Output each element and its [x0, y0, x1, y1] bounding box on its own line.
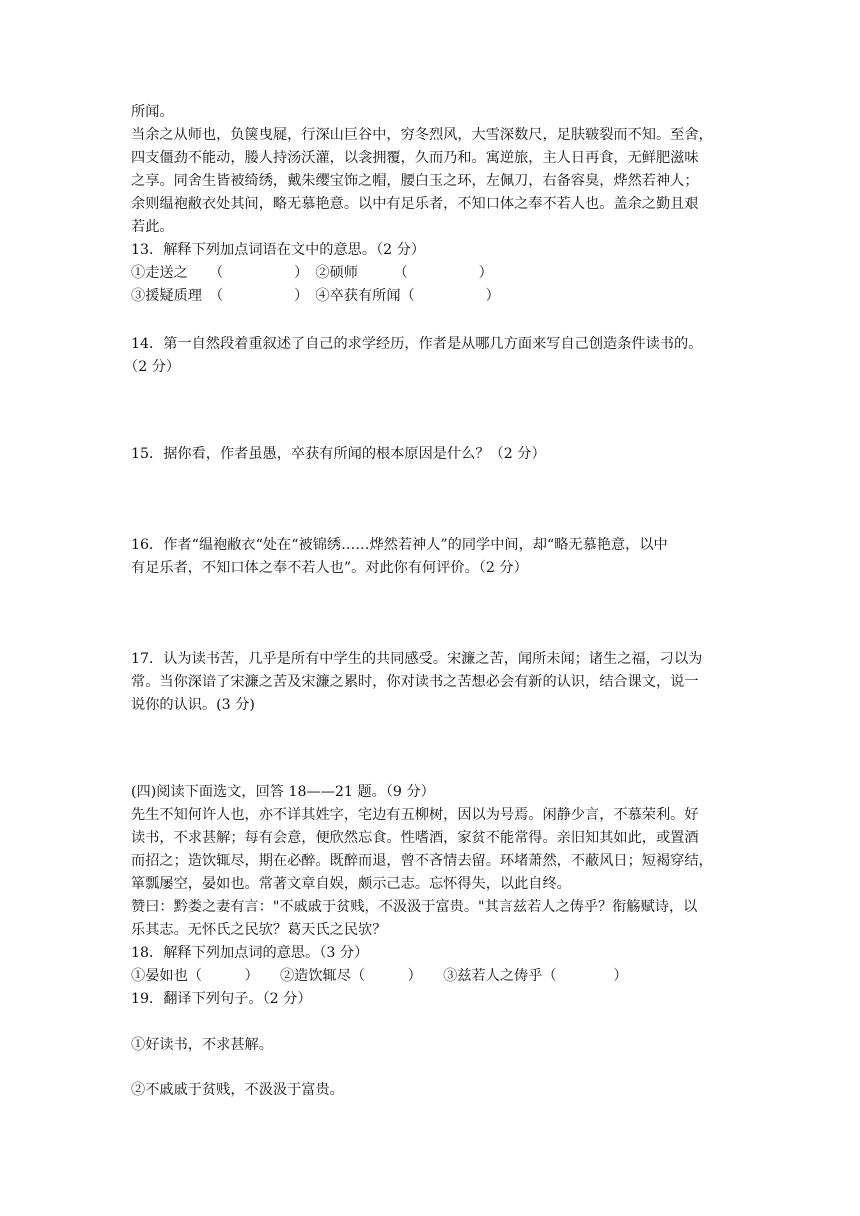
section-4-heading: (四)阅读下面选文，回答 18——21 题。（9 分） [131, 784, 435, 800]
passage-line: 而招之；造饮辄尽，期在必醉。既醉而退，曾不吝情去留。环堵萧然，不蔽风日；短褐穿结， [131, 853, 713, 869]
passage-line: 四支僵劲不能动，媵人持汤沃灌，以衾拥覆，久而乃和。寓逆旅，主人日再食，无鲜肥滋味 [131, 150, 699, 166]
question-13-row: ③援疑质理 （ ） ④卒获有所闻（ ） [131, 288, 500, 304]
question-14-line: （2 分） [124, 359, 181, 375]
question-13-row: ①走送之 （ ） ②硕师 （ ） [131, 265, 493, 281]
question-14-line: 14．第一自然段着重叙述了自己的求学经历，作者是从哪几方面来写自己创造条件读书的。 [131, 336, 703, 352]
question-16-line: 16．作者“缊袍敝衣“处在“被锦绣……烨然若神人”的同学中间，却“略无慕艳意，以中 [131, 537, 668, 553]
passage-line: 所闻。 [131, 104, 174, 120]
question-17-line: 说你的认识。(3 分) [131, 697, 255, 713]
passage-line: 箪瓢屡空，晏如也。常著文章自娱，颇示己志。忘怀得失，以此自终。 [131, 876, 571, 892]
question-15-line: 15．据你看，作者虽愚，卒获有所闻的根本原因是什么？（2 分） [131, 446, 546, 462]
passage-line: 余则缊袍敝衣处其间，略无慕艳意。以中有足乐者，不知口体之奉不若人也。盖余之勤且艰 [131, 196, 699, 212]
question-17-line: 常。当你深谙了宋濂之苦及宋濂之累时，你对读书之苦想必会有新的认识，结合课文，说一 [131, 674, 699, 690]
passage-line: 若此。 [131, 219, 174, 235]
passage-line: 之享。同舍生皆被绮绣，戴朱缨宝饰之帽，腰白玉之环，左佩刀，右备容臭，烨然若神人； [131, 173, 699, 189]
question-18-stem: 18．解释下列加点词的意思。（3 分） [131, 945, 369, 961]
passage-line: 当余之从师也，负箧曳屣，行深山巨谷中，穷冬烈风，大雪深数尺，足肤皲裂而不知。至舍， [131, 127, 713, 143]
passage-line: 乐其志。无怀氏之民欤？葛天氏之民欤？ [131, 922, 387, 938]
question-18-row: ①晏如也（ ） ②造饮辄尽（ ） ③兹若人之俦乎（ ） [131, 968, 628, 984]
question-19-item: ①好读书，不求甚解。 [131, 1037, 273, 1053]
passage-line: 读书，不求甚解；每有会意，便欣然忘食。性嗜酒，家贫不能常得。亲旧知其如此，或置酒 [131, 830, 699, 846]
question-19-stem: 19．翻译下列句子。（2 分） [131, 991, 312, 1007]
passage-line: 先生不知何许人也，亦不详其姓字，宅边有五柳树，因以为号焉。闲静少言，不慕荣利。好 [131, 807, 699, 823]
question-13-stem: 13．解释下列加点词语在文中的意思。（2 分） [131, 242, 426, 258]
passage-line: 赞曰：黔娄之妻有言："不戚戚于贫贱，不汲汲于富贵。"其言兹若人之俦乎？衔觞赋诗，以 [131, 899, 698, 915]
question-16-line: 有足乐者，不知口体之奉不若人也”。对此你有何评价。（2 分） [131, 560, 528, 576]
question-17-line: 17．认为读书苦，几乎是所有中学生的共同感受。宋濂之苦，闻所未闻；诸生之福，刁以为 [131, 651, 703, 667]
question-19-item: ②不戚戚于贫贱，不汲汲于富贵。 [131, 1082, 344, 1098]
